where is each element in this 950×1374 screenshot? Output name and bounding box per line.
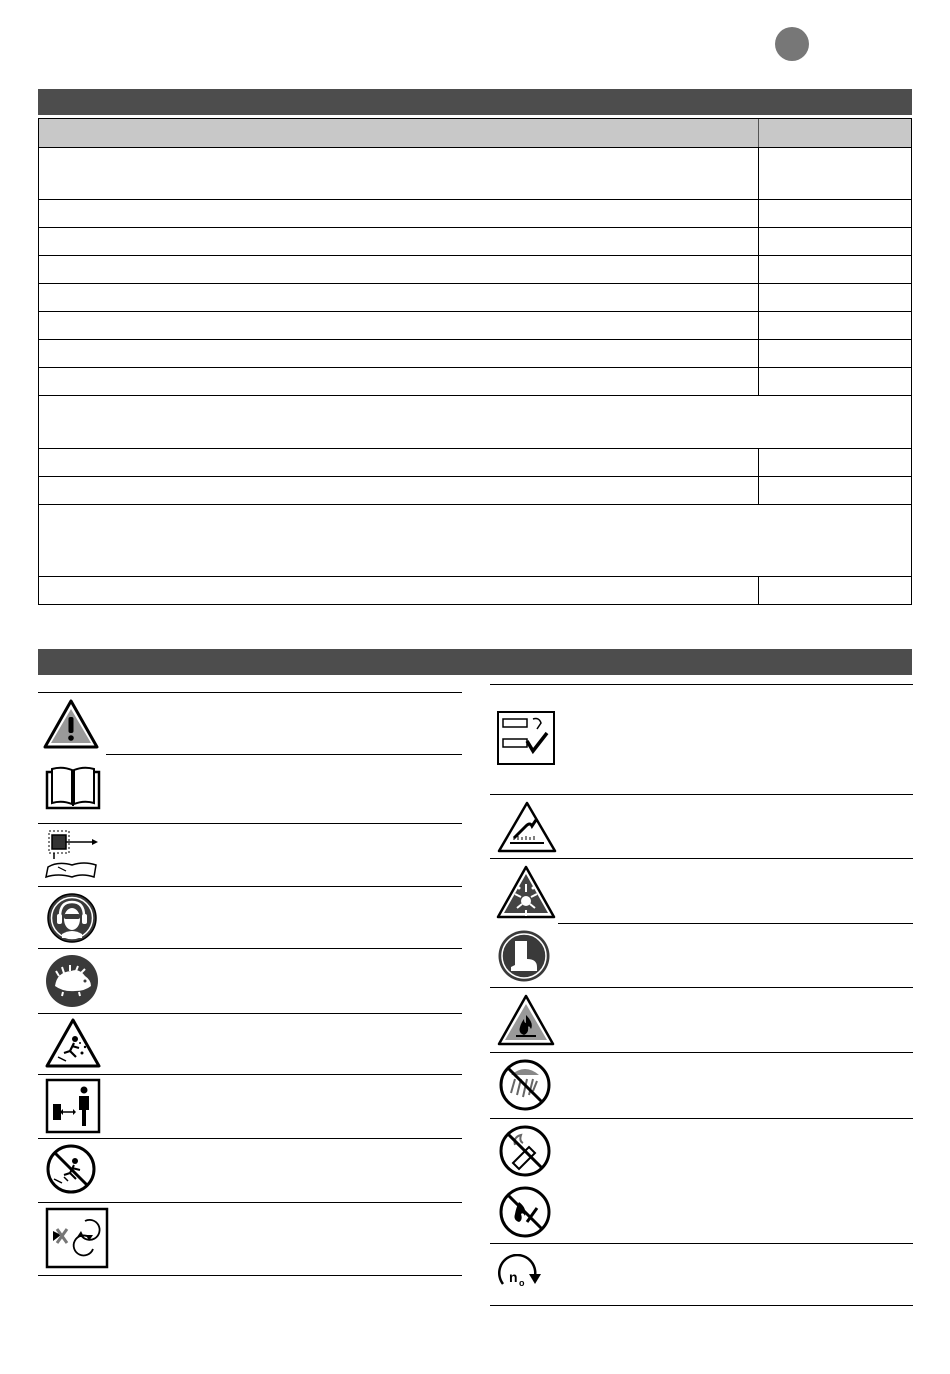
spec-row-label [39, 368, 758, 376]
divider [490, 1305, 913, 1306]
spec-table-row [38, 284, 912, 312]
flammable-icon [496, 993, 556, 1047]
divider [490, 1243, 913, 1244]
check-fuel-level-icon [497, 711, 557, 767]
spec-table-row [38, 228, 912, 256]
spec-header-label [39, 119, 758, 127]
svg-text:o: o [519, 1278, 525, 1288]
rotating-blade-icon [45, 1207, 109, 1269]
spec-row-label [39, 312, 758, 320]
spec-table-row [38, 148, 912, 200]
warning-triangle-icon [42, 698, 100, 750]
divider [38, 1074, 462, 1075]
divider [490, 1052, 913, 1053]
spec-row-label [39, 396, 911, 404]
spec-row-value [759, 312, 911, 320]
symbols-section-bar [38, 649, 912, 675]
divider [38, 692, 462, 693]
spec-table-row [38, 200, 912, 228]
spec-table-row [38, 340, 912, 368]
spec-table-row [38, 577, 912, 605]
wear-safety-boots-icon [497, 929, 551, 983]
spec-row-value [759, 284, 911, 292]
divider [38, 1138, 462, 1139]
spec-table-row [38, 505, 912, 577]
divider [38, 823, 462, 824]
spec-table-row [38, 312, 912, 340]
no-load-speed-icon [495, 1254, 547, 1292]
divider [490, 1118, 913, 1119]
spec-row-label [39, 148, 758, 156]
spec-table-row [38, 396, 912, 449]
divider [558, 923, 913, 924]
spec-table [38, 118, 912, 605]
no-bystanders-icon [44, 1143, 100, 1197]
spec-row-label [39, 505, 911, 513]
spec-table-row [38, 477, 912, 505]
read-manual-icon [44, 764, 102, 814]
divider [38, 948, 462, 949]
do-not-expose-to-rain-icon [497, 1057, 553, 1113]
no-smoking-icon [497, 1123, 553, 1179]
no-open-flame-icon [497, 1184, 553, 1240]
divider [106, 754, 462, 755]
spec-row-value [759, 340, 911, 348]
spec-row-value [759, 368, 911, 376]
divider [490, 684, 913, 685]
spec-table-header [38, 118, 912, 148]
divider [38, 1275, 462, 1276]
divider [490, 794, 913, 795]
spec-row-label [39, 340, 758, 348]
spec-table-row [38, 368, 912, 396]
spec-row-label [39, 477, 758, 485]
spec-row-value [759, 577, 911, 585]
keep-distance-icon [45, 1078, 101, 1134]
spec-row-label [39, 577, 758, 585]
spec-row-value [759, 148, 911, 156]
spec-row-label [39, 256, 758, 264]
spec-row-value [759, 449, 911, 457]
divider [38, 1013, 462, 1014]
language-badge [775, 27, 809, 61]
divider [38, 886, 462, 887]
thrown-objects-warning-icon [44, 1017, 102, 1069]
spec-row-value [759, 228, 911, 236]
hot-surface-icon [496, 800, 558, 854]
spec-table-row [38, 449, 912, 477]
hedgehog-animal-icon [45, 954, 99, 1008]
spec-table-row [38, 256, 912, 284]
divider [38, 1202, 462, 1203]
spec-row-value [759, 477, 911, 485]
wear-ear-eye-protection-icon [46, 892, 98, 944]
spec-row-value [759, 200, 911, 208]
divider [490, 858, 913, 859]
spec-row-label [39, 200, 758, 208]
spec-row-value [759, 256, 911, 264]
technical-data-section-bar [38, 89, 912, 115]
divider [490, 987, 913, 988]
spec-row-label [39, 284, 758, 292]
svg-text:n: n [509, 1269, 518, 1285]
disconnect-before-maintenance-icon [44, 827, 102, 881]
spec-row-label [39, 228, 758, 236]
spec-header-value [759, 119, 911, 127]
spec-row-label [39, 449, 758, 457]
explosive-hazard-icon [495, 864, 557, 920]
